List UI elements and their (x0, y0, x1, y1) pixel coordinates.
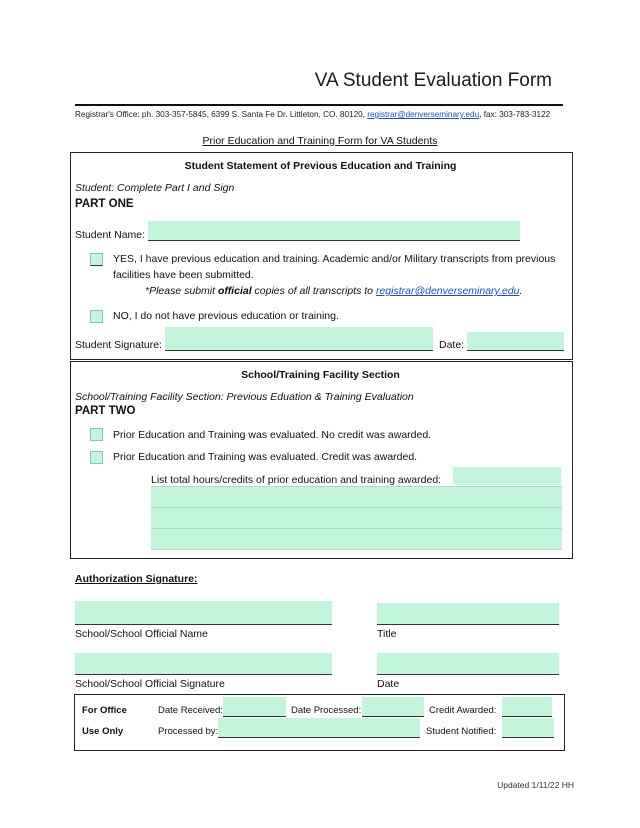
registrar-text: Registrar's Office: ph. 303-357-5845, 6399 S. Santa Fe Dr. Littleton, CO. 80120, (75, 110, 365, 119)
part-two-instruction: School/Training Facility Section: Previous Eduation & Training Evaluation (75, 391, 414, 403)
official-signature-label: School/School Official Signature (75, 678, 225, 690)
form-heading: Prior Education and Training Form for VA Students (202, 135, 438, 147)
office-use-label-2: Use Only (82, 726, 124, 737)
office-use-label-1: For Office (82, 705, 127, 716)
student-notified-field[interactable] (502, 718, 554, 738)
date-received-label: Date Received: (158, 705, 223, 716)
student-date-label: Date: (439, 339, 465, 351)
no-option-label: NO, I do not have previous education or training. (113, 310, 339, 322)
processed-by-label: Processed by: (158, 726, 219, 737)
authorization-heading: Authorization Signature: (75, 573, 198, 585)
credits-field-2[interactable] (151, 486, 562, 507)
authorization-date-label: Date (377, 678, 400, 690)
part-one-instruction: Student: Complete Part I and Sign (75, 182, 235, 194)
official-signature-field[interactable] (75, 653, 332, 675)
yes-checkbox[interactable] (90, 253, 103, 266)
credits-list-label: List total hours/credits of prior education and training awarded: (151, 474, 442, 486)
part-two-label: PART TWO (75, 405, 136, 417)
note-suffix: . (519, 285, 523, 297)
processed-by-field[interactable] (218, 718, 420, 738)
part-one-title: Student Statement of Previous Education and Training (184, 160, 457, 172)
official-name-label: School/School Official Name (75, 628, 208, 640)
title-field[interactable] (377, 603, 559, 625)
registrar-info (75, 110, 550, 119)
credits-field-4[interactable] (151, 528, 562, 550)
date-processed-field[interactable] (362, 697, 424, 717)
credit-label: Prior Education and Training was evaluated. Credit was awarded. (113, 451, 418, 463)
no-checkbox[interactable] (90, 310, 103, 323)
title-label: Title (377, 628, 397, 640)
date-processed-label: Date Processed: (291, 705, 362, 716)
student-notified-label: Student Notified: (426, 726, 497, 737)
note-prefix: *Please submit (145, 285, 216, 297)
part-one-label: PART ONE (75, 198, 134, 210)
student-name-field[interactable] (148, 221, 520, 241)
header-divider (75, 104, 563, 106)
no-credit-checkbox[interactable] (90, 428, 103, 441)
registrar-fax: , fax: 303-783-3122 (479, 110, 551, 119)
official-name-field[interactable] (75, 601, 332, 625)
credit-awarded-label: Credit Awarded: (429, 705, 497, 716)
note-official: official (217, 285, 252, 297)
student-signature-label: Student Signature: (75, 339, 162, 351)
yes-option-line1: YES, I have previous education and training. Academic and/or Military transcripts from previous (113, 253, 556, 265)
part-two-title: School/Training Facility Section (241, 369, 400, 381)
credit-checkbox[interactable] (90, 451, 103, 464)
student-date-field[interactable] (467, 332, 564, 351)
date-received-field[interactable] (223, 697, 286, 717)
no-credit-label: Prior Education and Training was evaluated. No credit was awarded. (113, 429, 432, 441)
yes-option-line2: facilities have been submitted. (113, 269, 254, 281)
updated-note: Updated 1/11/22 HH (497, 780, 574, 790)
authorization-date-field[interactable] (377, 653, 559, 675)
credit-awarded-field[interactable] (502, 697, 552, 717)
note-middle: copies of all transcripts to (254, 285, 374, 297)
credits-field-1[interactable] (453, 467, 561, 485)
credits-field-3[interactable] (151, 507, 562, 528)
form-title: VA Student Evaluation Form (314, 70, 552, 91)
student-name-label: Student Name: (75, 229, 146, 241)
transcript-note (145, 285, 522, 297)
registrar-email-link[interactable]: registrar@denverseminary.edu (367, 110, 480, 119)
student-signature-field[interactable] (165, 327, 433, 351)
note-email-link[interactable]: registrar@denverseminary.edu (375, 285, 520, 297)
